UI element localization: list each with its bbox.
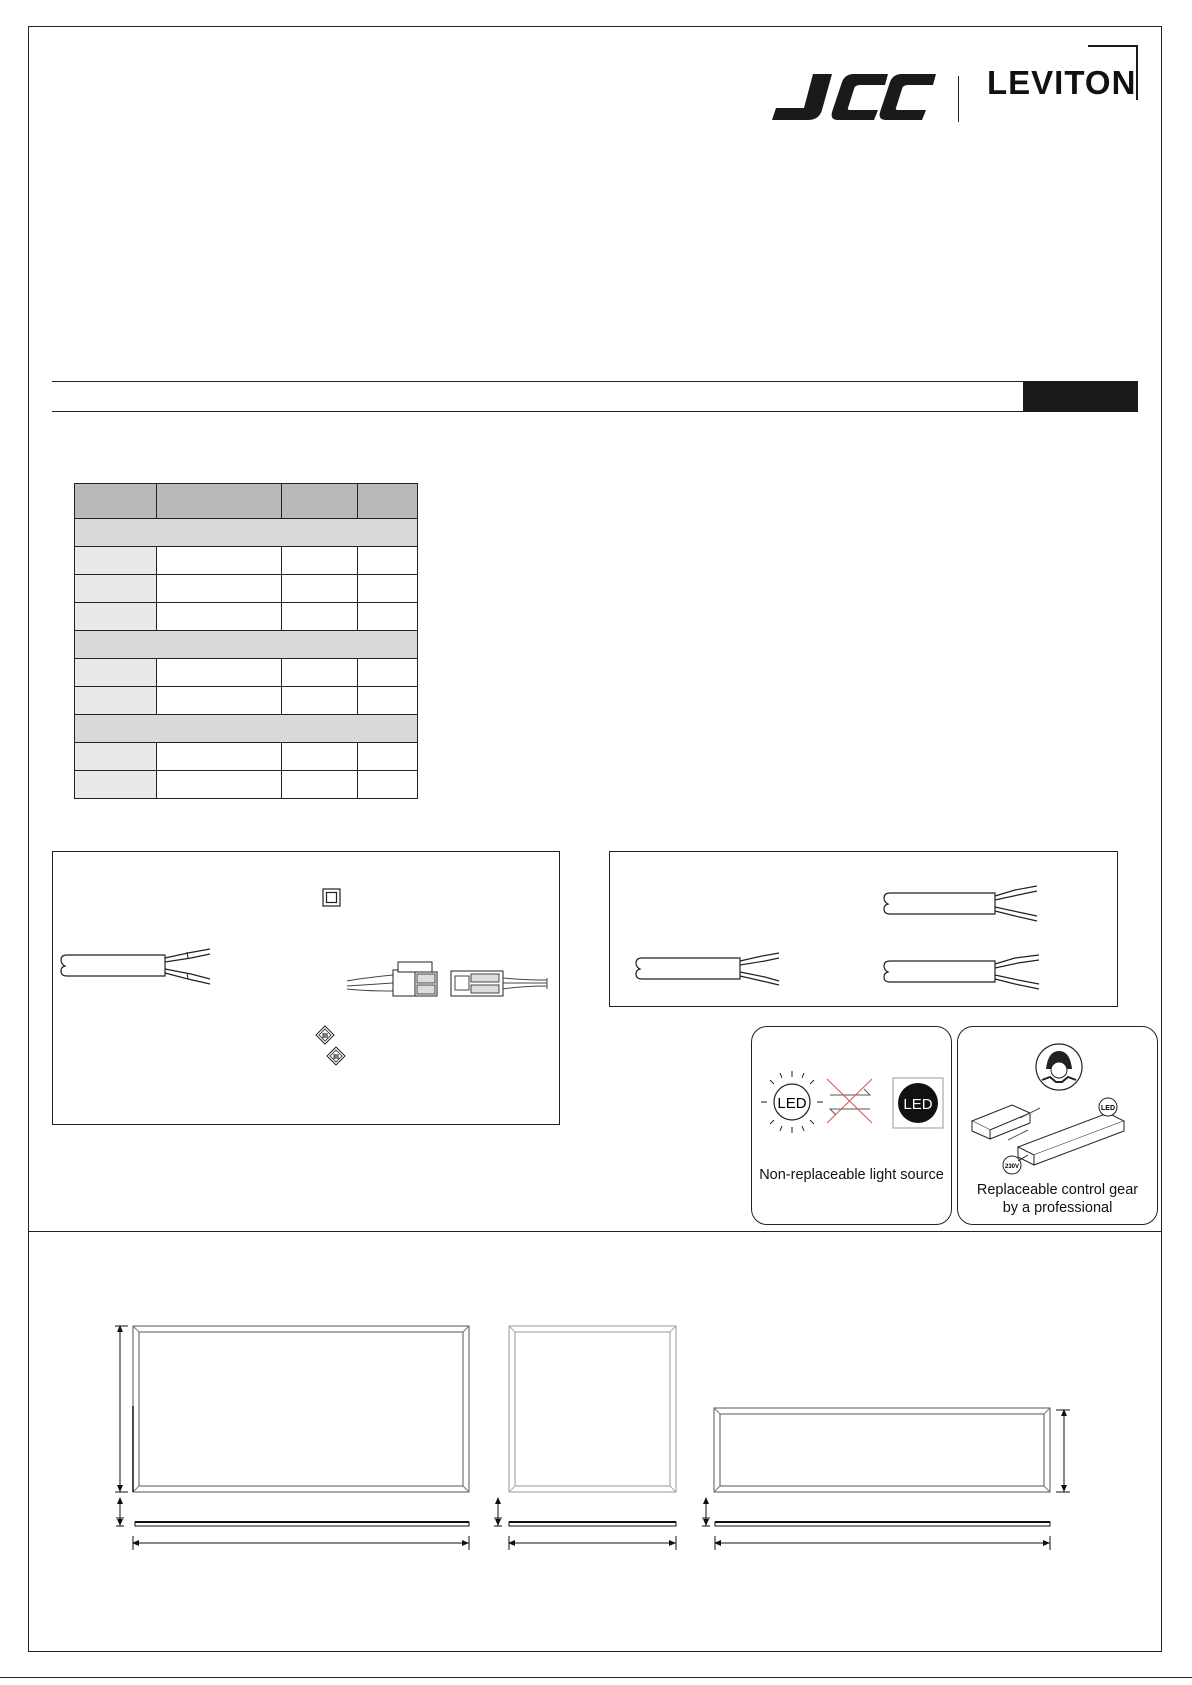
wiring-diagram-left	[53, 852, 561, 1126]
panel-drawing-square	[494, 1326, 676, 1550]
connector-icon	[347, 962, 547, 996]
class-ii-icon	[323, 889, 340, 906]
non-replaceable-led-icon	[752, 1027, 953, 1177]
title-rule-bottom	[52, 411, 1138, 412]
logo-divider	[958, 76, 959, 122]
cable-icon	[61, 949, 210, 984]
title-rule-top	[52, 381, 1138, 382]
table-header-row	[75, 484, 418, 519]
title-black-tab	[1023, 381, 1138, 412]
cable-icon	[884, 886, 1037, 921]
class-iii-icon	[327, 1047, 345, 1065]
table-row	[75, 547, 418, 575]
panel-caption-line1: Replaceable control gear	[976, 1182, 1139, 1198]
class-iii-label: III	[322, 1033, 328, 1040]
panel-drawing-linear	[702, 1408, 1070, 1550]
dimension-drawings	[0, 1300, 1192, 1560]
replaceable-control-gear-panel	[957, 1026, 1158, 1225]
table-row	[75, 771, 418, 799]
spec-table	[74, 483, 418, 799]
table-row	[75, 603, 418, 631]
panel-caption: Non-replaceable light source	[759, 1167, 944, 1183]
table-row	[75, 659, 418, 687]
wiring-diagram-right	[610, 852, 1119, 1008]
class-iii-icon	[316, 1026, 334, 1044]
jcc-logo	[770, 70, 940, 126]
table-row	[75, 743, 418, 771]
panel-drawing-front	[115, 1326, 469, 1550]
panel-caption-line2: by a professional	[1002, 1200, 1113, 1216]
footer-rule	[0, 1677, 1192, 1678]
table-row	[75, 687, 418, 715]
non-replaceable-light-source-panel	[751, 1026, 952, 1225]
section-divider	[28, 1231, 1162, 1232]
voltage-label: 230V	[1004, 1164, 1020, 1170]
table-group-row	[75, 519, 418, 547]
replaceable-control-gear-icon	[958, 1027, 1159, 1177]
led-label: LED	[777, 1095, 807, 1112]
leviton-logo-text: LEVITON	[987, 64, 1137, 101]
wiring-box-right	[609, 851, 1118, 1007]
professional-icon	[1036, 1044, 1082, 1090]
table-group-row	[75, 631, 418, 659]
led-label: LED	[1101, 1105, 1115, 1112]
cable-icon	[636, 953, 779, 985]
cable-icon	[884, 955, 1039, 989]
table-row	[75, 575, 418, 603]
class-iii-label: III	[333, 1054, 339, 1061]
led-label: LED	[903, 1096, 933, 1113]
wiring-box-left	[52, 851, 560, 1125]
leviton-logo	[985, 44, 1140, 106]
table-group-row	[75, 715, 418, 743]
